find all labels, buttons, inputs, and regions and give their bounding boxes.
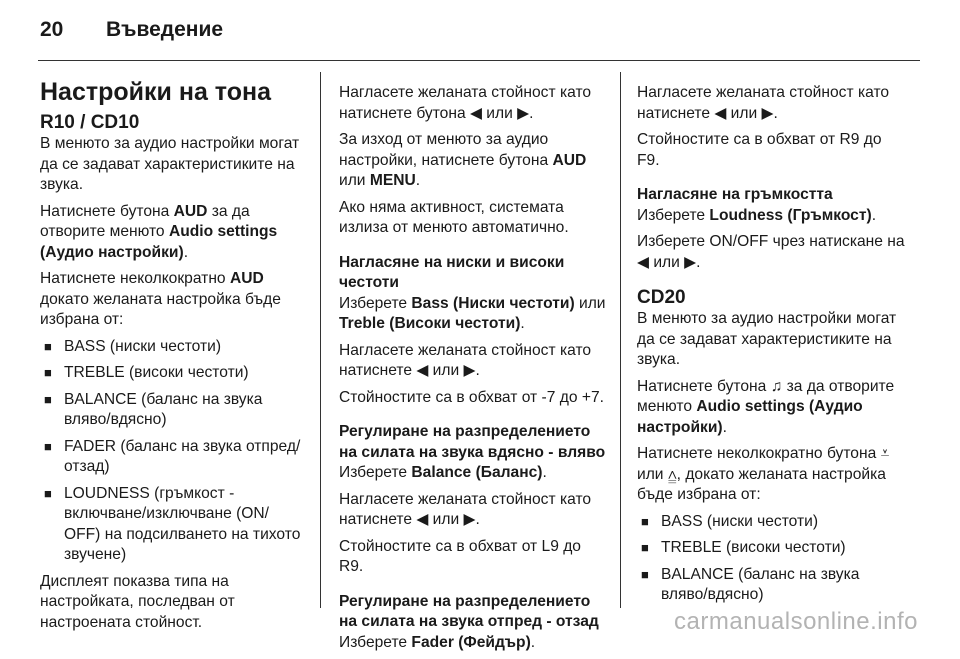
text: . bbox=[722, 418, 727, 436]
text: . bbox=[530, 633, 536, 651]
heading-loudness: Нагласяне на гръмкостта bbox=[637, 186, 833, 203]
menu-label: Treble (Високи честоти) bbox=[339, 315, 521, 332]
chapter-title: Въведение bbox=[106, 18, 224, 41]
text: Изберете bbox=[339, 633, 412, 651]
paragraph bbox=[40, 269, 305, 331]
text: . bbox=[520, 315, 525, 332]
subsection-title-cd20: CD20 bbox=[637, 287, 686, 308]
settings-list bbox=[40, 337, 305, 566]
list-item: ■ FADER (баланс на звука отпред/ отзад) bbox=[40, 437, 305, 478]
column-2 bbox=[339, 83, 607, 659]
text: . bbox=[542, 464, 547, 481]
text: или bbox=[339, 172, 370, 189]
seek-down-icon: ⩡ bbox=[880, 445, 890, 462]
text: . bbox=[183, 243, 189, 261]
list-item: ■ TREBLE (високи честоти) bbox=[40, 363, 305, 384]
menu-label: Loudness (Гръмкост) bbox=[709, 206, 872, 224]
list-item: ■ BASS (ниски честоти) bbox=[40, 337, 305, 358]
paragraph: Стойностите са в обхват от -7 до +7. bbox=[339, 388, 604, 406]
menu-label: Bass (Ниски честоти) bbox=[411, 294, 575, 312]
page-number: 20 bbox=[40, 18, 64, 41]
heading-fader: Регулиране на разпределението на силата на звука отпред - отзад bbox=[339, 592, 599, 630]
text: докато желаната настройка бъде избрана от: bbox=[40, 290, 281, 328]
watermark: carmanualsonline.info bbox=[674, 608, 918, 635]
text: Натиснете бутона bbox=[40, 202, 174, 220]
text: Изберете bbox=[339, 294, 412, 312]
page-header bbox=[40, 18, 223, 42]
seek-up-icon: ⩠ bbox=[667, 465, 677, 483]
text: за да отворите менюто bbox=[637, 377, 895, 415]
settings-list bbox=[637, 512, 907, 606]
paragraph bbox=[637, 206, 907, 227]
list-item: ■ BALANCE (баланс на звука вляво/вдясно) bbox=[40, 390, 305, 431]
button-label: AUD bbox=[229, 270, 264, 287]
paragraph bbox=[339, 463, 607, 484]
paragraph bbox=[637, 444, 907, 506]
text: Натиснете бутона bbox=[637, 377, 771, 395]
text: за да отворите менюто bbox=[40, 202, 250, 240]
paragraph: В менюто за аудио настройки могат да се задават характеристиките на звука. bbox=[637, 310, 897, 368]
list-item: ■ BALANCE (баланс на звука вляво/вдясно) bbox=[637, 565, 907, 606]
paragraph: Нагласете желаната стойност като натиснете бутона ◀ или ▶. bbox=[339, 84, 592, 122]
paragraph bbox=[40, 202, 305, 264]
section-title: Настройки на тона bbox=[40, 78, 271, 106]
paragraph bbox=[637, 377, 907, 439]
text: , докато желаната настройка бъде избрана от: bbox=[637, 465, 886, 503]
paragraph: Стойностите са в обхват от R9 до F9. bbox=[637, 131, 882, 169]
list-item: ■ TREBLE (високи честоти) bbox=[637, 538, 907, 559]
button-label: AUD bbox=[552, 151, 587, 169]
subsection-title-r10-cd10: R10 / CD10 bbox=[40, 112, 140, 133]
paragraph bbox=[339, 130, 607, 192]
column-3 bbox=[637, 83, 907, 612]
text: или bbox=[574, 294, 606, 312]
list-item: ■ BASS (ниски честоти) bbox=[637, 512, 907, 533]
paragraph: В менюто за аудио настройки могат да се задават характеристиките на звука. bbox=[40, 135, 300, 193]
paragraph: Дисплеят показва типа на настройката, последван от настроената стойност. bbox=[40, 572, 235, 631]
menu-label: Audio settings (Аудио настройки) bbox=[637, 398, 863, 436]
text: или bbox=[637, 465, 668, 483]
text: . bbox=[415, 172, 421, 189]
text: Изберете bbox=[637, 206, 710, 224]
list-item: ■ LOUDNESS (гръмкост - включване/изключване (ON/ OFF) на подсилването на тихото звучене) bbox=[40, 484, 305, 566]
column-divider-2 bbox=[620, 72, 621, 608]
paragraph: Нагласете желаната стойност като натиснете ◀ или ▶. bbox=[637, 84, 890, 122]
paragraph: Изберете ON/OFF чрез натискане на ◀ или ▶. bbox=[637, 233, 905, 271]
heading-balance: Регулиране на разпределението на силата на звука вдясно - вляво bbox=[339, 423, 606, 461]
text: Изберете bbox=[339, 464, 412, 481]
text: . bbox=[871, 206, 877, 224]
button-label: MENU bbox=[369, 172, 416, 189]
paragraph bbox=[339, 633, 607, 654]
heading-bass-treble: Нагласяне на ниски и високи честоти bbox=[339, 253, 565, 291]
header-divider bbox=[38, 60, 920, 61]
text: Натиснете неколкократно bbox=[40, 270, 230, 287]
menu-label: Audio settings (Аудио настройки) bbox=[40, 223, 278, 261]
paragraph: Ако няма активност, системата излиза от менюто автоматично. bbox=[339, 198, 569, 236]
music-note-icon: ♫ bbox=[770, 377, 783, 395]
text: За изход от менюто за аудио настройки, натиснете бутона bbox=[339, 131, 553, 169]
text: Натиснете неколкократно бутона bbox=[637, 445, 881, 462]
menu-label: Fader (Фейдър) bbox=[411, 633, 531, 651]
paragraph: Нагласете желаната стойност като натиснете ◀ или ▶. bbox=[339, 490, 592, 528]
menu-label: Balance (Баланс) bbox=[411, 464, 543, 481]
column-divider-1 bbox=[320, 72, 321, 608]
paragraph bbox=[339, 294, 607, 335]
paragraph: Стойностите са в обхват от L9 до R9. bbox=[339, 537, 581, 575]
button-label: AUD bbox=[173, 202, 208, 220]
column-1 bbox=[40, 78, 305, 639]
paragraph: Нагласете желаната стойност като натиснете ◀ или ▶. bbox=[339, 341, 592, 379]
